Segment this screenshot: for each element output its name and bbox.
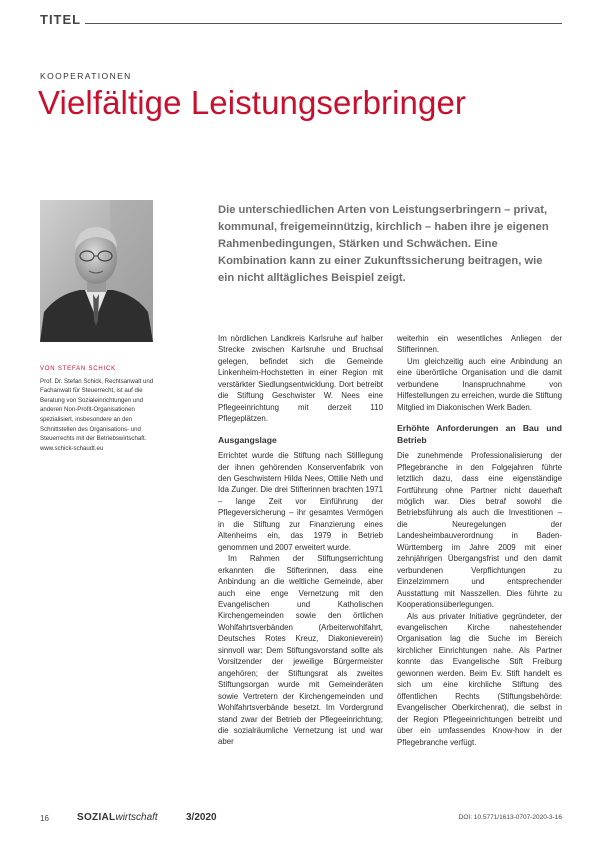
body-column-1 (218, 333, 383, 748)
section-label: TITEL (40, 12, 82, 27)
author-portrait-graphic (40, 200, 153, 342)
author-box (40, 365, 158, 453)
subheading: Erhöhte Anforderungen an Bau und Betrieb (397, 423, 562, 445)
subheading: Ausgangslage (218, 434, 277, 445)
section-rule (85, 23, 562, 24)
paragraph: Im nördlichen Landkreis Karlsruhe auf halber Strecke zwischen Karlsruhe und Bruchsal gelegen, befindet sich die Gemeinde Linkenheim-Hochstetten in einer Region mit verstärkter Siedlungsentwicklung. Dort betreibt die Stiftung Geschwister W. Nees eine Pflegeeinrichtung mit derzeit 110 Pflegeplätzen. (218, 334, 383, 424)
paragraph: Um gleichzeitig auch eine Anbindung an eine überörtliche Organisation und die damit verbundene Inanspruchnahme von Hilfestellungen zu erreichen, wurde die Stiftung Mitglied im Diakonischen Werk Baden. (397, 356, 562, 412)
paragraph: weiterhin ein wesentliches Anliegen der Stifterinnen. (397, 334, 562, 355)
paragraph: Als aus privater Initiative gegründeter, der evangelischen Kirche nahestehender Organisation lag die Suche im Bereich kirchlicher Einrichtungen nahe. Als Partner konnte das Evangelische Stift Freiburg gewonnen werden. Beim Ev. Stift handelt es sich um eine kirchliche Stiftung des öffentlichen Rechts (Stiftungsbehörde: Evangelischer Oberkirchenrat), die selbst in der Region Pflegeeinrichtungen betreibt und über ein umfassendes Know-how in der Pflegebranche verfügt. (397, 611, 562, 747)
article-kicker: KOOPERATIONEN (40, 71, 132, 81)
magazine-logo (77, 812, 158, 823)
body-column-2 (397, 333, 562, 748)
article-lede: Die unterschiedlichen Arten von Leistungserbringern – privat, kommunal, freigemeinnützig, kirchlich – haben ihre je eigenen Rahmenbedingungen, Stärken und Schwächen. Eine Kombination kann zu einer Zukunftssicherung beitragen, wie ein nicht alltägliches Beispiel zeigt. (218, 204, 549, 284)
page-number: 16 (40, 814, 49, 823)
author-bio: Prof. Dr. Stefan Schick, Rechtsanwalt und Fachanwalt für Steuerrecht, ist auf die Beratung von Sozialeinrichtungen und anderen Non-Profit-Organisationen spezialisiert, insbesondere an den Schnittstellen des Organisations- und Steuerrechts mit der Betriebswirtschaft. www.schick-schaudt.eu (40, 377, 154, 452)
author-byline: VON STEFAN SCHICK (40, 366, 116, 372)
paragraph: Im Rahmen der Stiftungserrichtung erkannten die Stifterinnen, dass eine Anbindung an die weltliche Gemeinde, aber auch eine enge Vernetzung mit den Evangelischen und Katholischen Kirchengemeinden sowie den örtlichen Wohlfahrtsverbänden (Arbeiterwohlfahrt, Deutsches Rotes Kreuz, Diakonieverein) sinnvoll war: Dem Stiftungsvorstand sollte als Vorsitzender der jeweilige Bürgermeister angehören; der Stiftungsrat als zweites Stiftungsorgan wurde mit Gemeinderäten sowie Vertretern der Kirchengemeinden und Wohlfahrtsverbände besetzt. Im Vordergrund stand zwar der Betrieb der Pflegeeinrichtung; die sozialräumliche Vernetzung ist und war aber (218, 554, 383, 747)
doi: DOI: 10.5771/1613-0707-2020-3-16 (458, 814, 562, 821)
article-headline: Vielfältige Leistungserbringer (38, 84, 466, 121)
page-footer (40, 812, 562, 826)
paragraph: Errichtet wurde die Stiftung nach Stilllegung der ihnen gehörenden Konservenfabrik von den Geschwistern Hilda Nees, Ottilie Neth und Ida Zunger. Die drei Stifterinnen brachten 1971 – lange Zeit vor Einführung der Pflegeversicherung – ihr gesamtes Vermögen in die Stiftung zur Finanzierung eines Altenheims ein, das 1979 in Betrieb genommen und 2007 erweitert wurde. (218, 451, 383, 552)
author-photo (40, 200, 153, 342)
logo-part-wirtschaft: wirtschaft (115, 812, 158, 823)
section-header (40, 12, 562, 27)
paragraph: Die zunehmende Professionalisierung der Pflegebranche in den Folgejahren führte letztlich dazu, dass eine eigenständige Fortführung ohne Partner nicht dauerhaft möglich war. Dies betraf sowohl die Betriebsführung als auch die Investitionen – die Neuregelungen der Landesheimbauverordnung in Baden-Württemberg im Jahre 2009 mit einer zehnjährigen Übergangsfrist und den damit verbundenen Verpflichtungen zu Einzelzimmern und entsprechender Ausstattung mit Nasszellen. Dies führte zu Kooperationsüberlegungen. (397, 451, 562, 610)
issue-number: 3/2020 (186, 812, 217, 823)
logo-part-sozial: SOZIAL (77, 812, 116, 823)
